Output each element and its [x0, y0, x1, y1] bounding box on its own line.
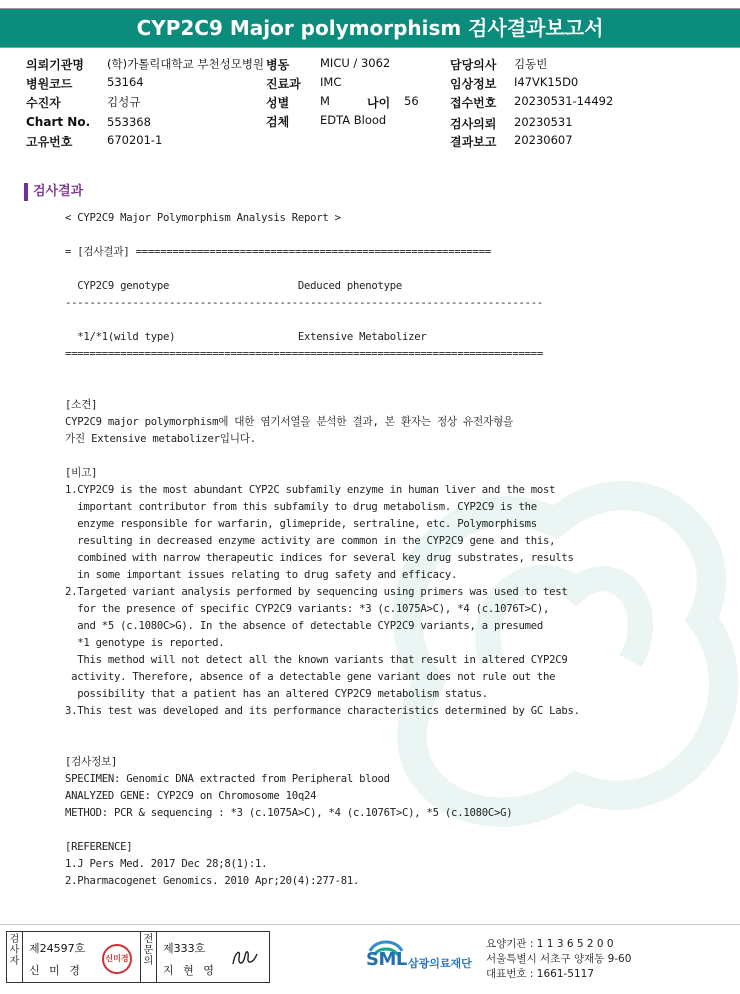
signature-icon — [229, 944, 263, 970]
specialist-cell — [157, 932, 269, 982]
doctor-label: 담당의사 — [450, 58, 497, 72]
report-date-label: 결과보고 — [450, 135, 497, 149]
dept-value: IMC — [320, 75, 342, 89]
footer — [0, 924, 740, 994]
receipt-value: 20230531-14492 — [514, 94, 614, 108]
receipt-label: 접수번호 — [450, 96, 497, 110]
specimen-label: 검체 — [266, 115, 290, 129]
code-label: 병원코드 — [26, 77, 73, 91]
code-value: 53164 — [107, 75, 144, 89]
report-title: CYP2C9 Major polymorphism 검사결과보고서 — [0, 8, 740, 48]
sex-label: 성별 — [266, 96, 290, 110]
specialist-number: 제333호 — [163, 942, 206, 955]
report-body: < CYP2C9 Major Polymorphism Analysis Report > = [검사결과] ========================================================== CYP2C9 genotype Deduced phenotype ------------------------------------------------------------------------------ *1/*1(wild type) Extensive Metabolizer ============================================================================== [소견] CYP2C9 major polymorphism에 대한 염기서열을 분석한 결과, 본 환자는 정상 유전자형을 가진 Extensive metabolizer입니다. [비고] 1.CYP2C9 is the most abundant CYP2C subfamily enzyme in human liver and the most important contributor from this subfamily to drug metabolism. CYP2C9 is the enzyme responsible for warfarin, glimepride, sertraline, etc. Polymorphisms resulting in decreased enzyme activity are common in the CYP2C9 gene and this, combined with narrow therapeutic indices for several key drug substrates, results in some important issues relating to drug safety and efficacy. 2.Targeted variant analysis performed by sequencing using primers was used to test for the presence of specific CYP2C9 variants: *3 (c.1075A>C), *4 (c.1076T>C), and *5 (c.1080C>G). In the absence of detectable CYP2C9 variants, a presumed *1 genotype is reported. This method will not detect all the known variants that result in altered CYP2C9 activity. Therefore, absence of a detectable gene variant does not rule out the possibility that a patient has an altered CYP2C9 metabolism status. 3.This test was developed and its performance characteristics determined by GC Labs. [검사정보] SPECIMEN: Genomic DNA extracted from Peripheral blood ANALYZED GENE: CYP2C9 on Chromosome 10q24 METHOD: PCR & sequencing : *3 (c.1075A>C), *4 (c.1076T>C), *5 (c.1080C>G) [REFERENCE] 1.J Pers Med. 2017 Dec 28;8(1):1. 2.Pharmacogenet Genomics. 2010 Apr;20(4):277-81. — [65, 212, 580, 887]
request-label: 검사의뢰 — [450, 117, 497, 131]
hospital-label: 의뢰기관명 — [26, 58, 84, 72]
chart-value: 553368 — [107, 115, 151, 129]
age-value: 56 — [404, 94, 419, 108]
section-title: 검사결과 — [24, 183, 83, 201]
dept-label: 진료과 — [266, 77, 301, 91]
hospital-value: (학)가톨릭대학교 부천성모병원 — [107, 57, 265, 71]
chart-label: Chart No. — [26, 115, 91, 129]
tester-name: 신 미 경 — [29, 964, 83, 977]
logo-text: SML — [366, 949, 407, 970]
unique-label: 고유번호 — [26, 135, 73, 149]
tester-number: 제24597호 — [29, 942, 86, 955]
specialist-label: 전문의 — [141, 932, 157, 982]
specialist-name: 지 현 영 — [163, 964, 217, 977]
org-phone: 대표번호 : 1661-5117 — [486, 968, 595, 980]
examinee-label: 수진자 — [26, 96, 61, 110]
tester-stamp: 신미경 — [102, 944, 132, 974]
org-name: 삼광의료재단 — [408, 957, 472, 970]
specimen-value: EDTA Blood — [320, 113, 387, 127]
request-value: 20230531 — [514, 115, 573, 129]
unique-value: 670201-1 — [107, 133, 163, 147]
age-label: 나이 — [367, 96, 391, 110]
clinical-value: I47VK15D0 — [514, 75, 579, 89]
org-info — [486, 937, 631, 982]
doctor-value: 김동빈 — [514, 57, 548, 71]
agency-number: 요양기관 : 1 1 3 6 5 2 0 0 — [486, 938, 614, 950]
examinee-value: 김성규 — [107, 95, 141, 109]
org-address: 서울특별시 서초구 양재동 9-60 — [486, 953, 632, 965]
sex-value: M — [320, 94, 330, 108]
report-date-value: 20230607 — [514, 133, 573, 147]
clinical-label: 임상정보 — [450, 77, 497, 91]
signature-box — [6, 931, 270, 983]
tester-label: 검사자 — [7, 932, 23, 982]
tester-cell — [23, 932, 141, 982]
ward-label: 병동 — [266, 58, 290, 72]
ward-value: MICU / 3062 — [320, 56, 391, 70]
